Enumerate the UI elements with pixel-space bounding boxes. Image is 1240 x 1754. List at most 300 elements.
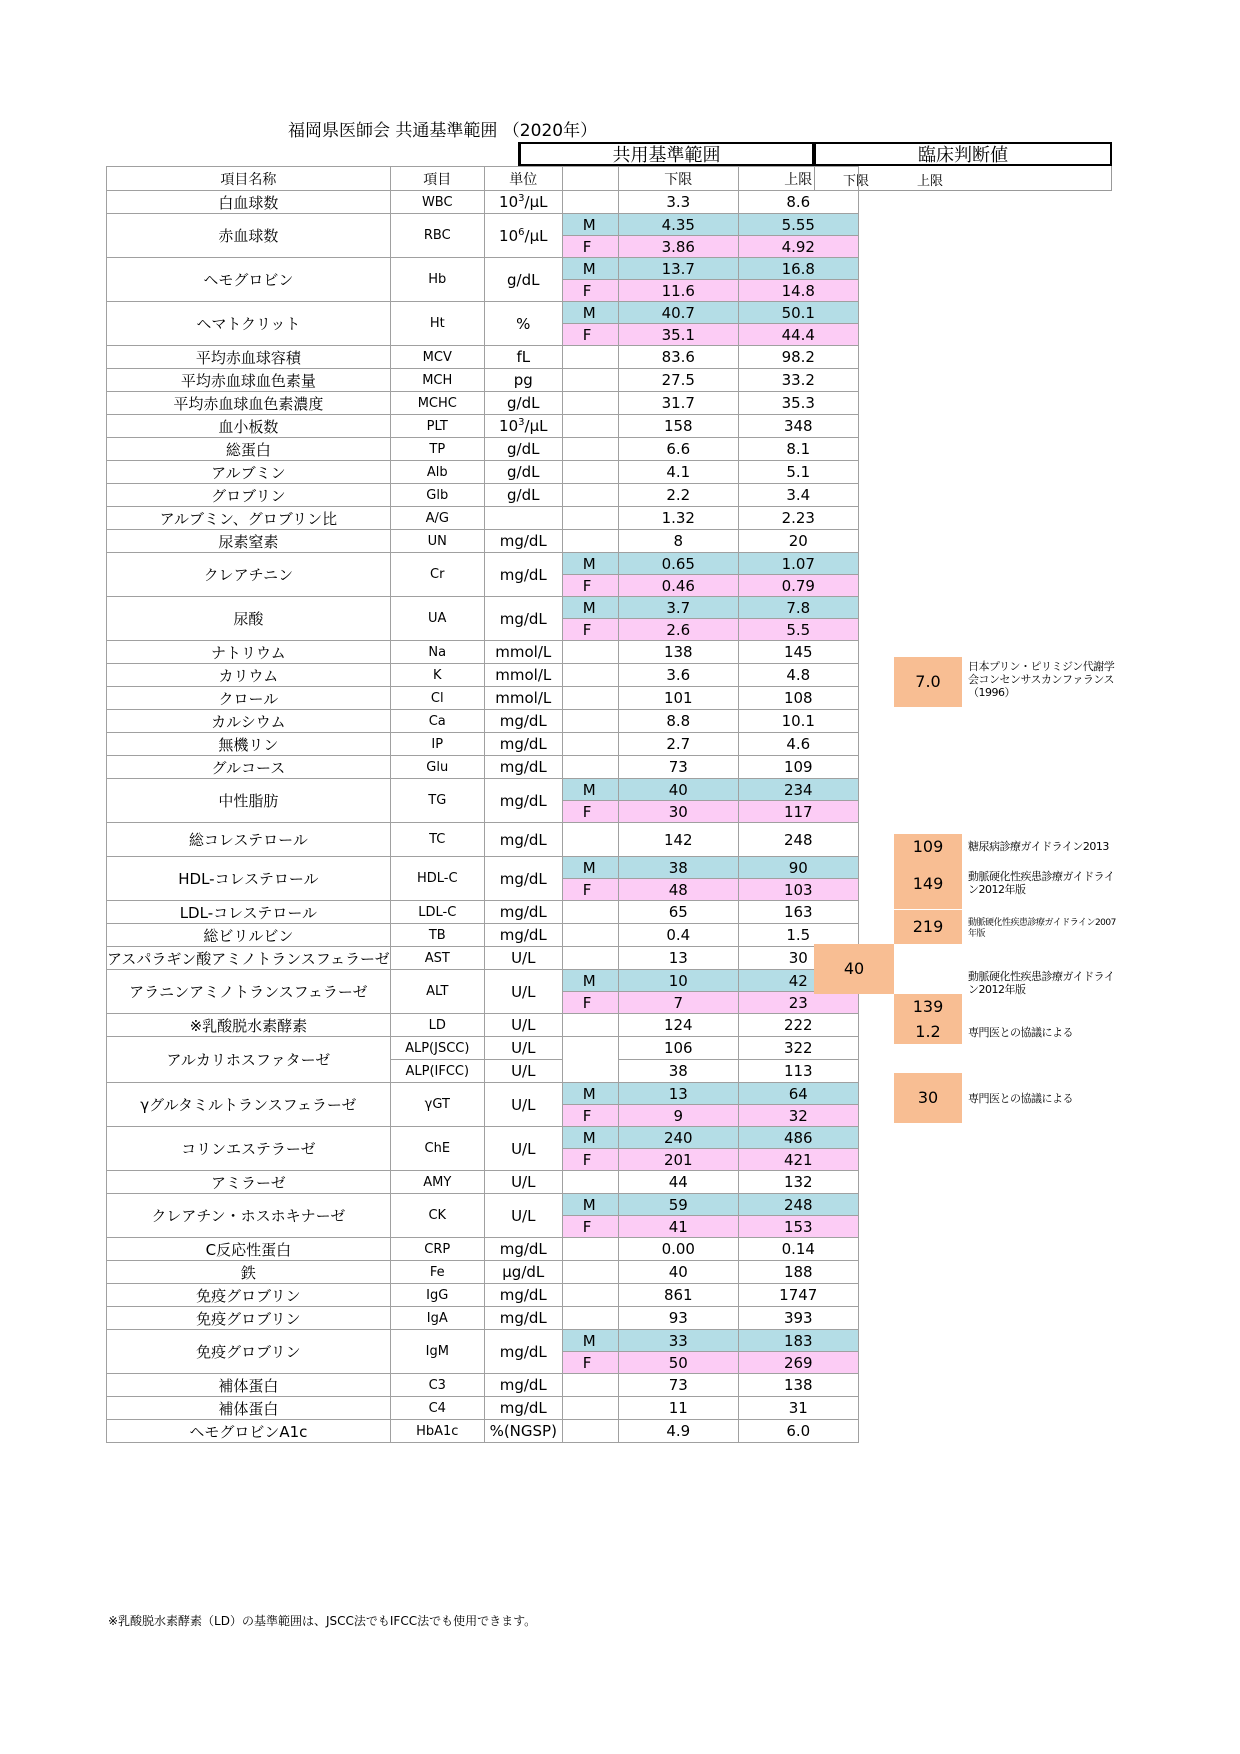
sex-cell (562, 484, 618, 507)
clinical-lower-header: 下限 (843, 174, 870, 189)
sex-cell (562, 530, 618, 553)
item-abbr: MCH (390, 369, 484, 392)
sex-female: F (562, 324, 618, 346)
sex-female: F (562, 619, 618, 641)
clinical-ldl-value: 139 (894, 994, 962, 1019)
sex-cell (562, 641, 618, 664)
common-range-band: 共用基準範囲 (518, 142, 814, 166)
upper-male: 7.8 (738, 597, 858, 619)
lower-value: 2.7 (618, 733, 738, 756)
sex-cell (562, 346, 618, 369)
unit-cell: mg/dL (484, 1307, 562, 1330)
item-name: クレアチン・ホスホキナーゼ (107, 1194, 391, 1238)
upper-value: 1.5 (738, 924, 858, 947)
lower-value: 1.32 (618, 507, 738, 530)
table-row (107, 687, 859, 710)
clinical-tb-value: 1.2 (894, 1019, 962, 1044)
item-name: 補体蛋白 (107, 1374, 391, 1397)
item-abbr: γGT (390, 1083, 484, 1127)
clinical-tg-value: 149 (894, 859, 962, 909)
upper-value: 222 (738, 1014, 858, 1037)
lower-female: 50 (618, 1352, 738, 1374)
table-row (107, 258, 859, 280)
upper-male: 183 (738, 1330, 858, 1352)
table-row (107, 1127, 859, 1149)
lower-value: 101 (618, 687, 738, 710)
sex-female: F (562, 801, 618, 823)
item-name: クロール (107, 687, 391, 710)
sex-male: M (562, 1127, 618, 1149)
sex-male: M (562, 1194, 618, 1216)
sex-cell (562, 710, 618, 733)
item-abbr: Ht (390, 302, 484, 346)
lower-value: 40 (618, 1261, 738, 1284)
lower-female: 9 (618, 1105, 738, 1127)
upper-value: 30 (738, 947, 858, 970)
clinical-hdl-note: 動脈硬化性疾患診療ガイドライン2012年版 (968, 970, 1115, 996)
table-row (107, 779, 859, 801)
lower-value: 65 (618, 901, 738, 924)
lower-value: 3.6 (618, 664, 738, 687)
unit-cell: mg/dL (484, 779, 562, 823)
item-name: アスパラギン酸アミノトランスフェラーゼ (107, 947, 391, 970)
lower-value: 106 (618, 1037, 738, 1060)
sex-female: F (562, 280, 618, 302)
sex-male: M (562, 779, 618, 801)
table-row (107, 597, 859, 619)
item-abbr: Ca (390, 710, 484, 733)
lower-value: 8.8 (618, 710, 738, 733)
unit-cell: mg/dL (484, 733, 562, 756)
sex-male: M (562, 970, 618, 992)
upper-value: 33.2 (738, 369, 858, 392)
sex-cell (562, 1238, 618, 1261)
item-name: ヘマトクリット (107, 302, 391, 346)
unit-cell: $10^3/\mu L$ (484, 415, 562, 438)
unit-cell: mmol/L (484, 641, 562, 664)
clinical-value-band: 臨床判断値 (814, 142, 1112, 166)
item-abbr: PLT (390, 415, 484, 438)
upper-male: 42 (738, 970, 858, 992)
lower-value: 13 (618, 947, 738, 970)
item-abbr: K (390, 664, 484, 687)
lower-male: 33 (618, 1330, 738, 1352)
item-name: 免疫グロブリン (107, 1330, 391, 1374)
table-row (107, 1261, 859, 1284)
table-row (107, 857, 859, 879)
item-abbr: ChE (390, 1127, 484, 1171)
unit-cell: fL (484, 346, 562, 369)
table-row (107, 530, 859, 553)
item-abbr: Alb (390, 461, 484, 484)
item-abbr: TC (390, 823, 484, 857)
clinical-alt-note: 専門医との協議による (968, 1092, 1073, 1105)
item-abbr: A/G (390, 507, 484, 530)
table-row (107, 1374, 859, 1397)
lower-value: 124 (618, 1014, 738, 1037)
table-row (107, 823, 859, 857)
item-name: アルカリホスファターゼ (107, 1037, 391, 1083)
upper-male: 5.55 (738, 214, 858, 236)
item-name: 補体蛋白 (107, 1397, 391, 1420)
lower-value: 4.1 (618, 461, 738, 484)
item-abbr: Cr (390, 553, 484, 597)
table-row (107, 1307, 859, 1330)
header-name: 項目名称 (107, 167, 391, 191)
lower-value: 31.7 (618, 392, 738, 415)
upper-value: 20 (738, 530, 858, 553)
lower-value: 73 (618, 1374, 738, 1397)
item-abbr: WBC (390, 191, 484, 214)
unit-cell: pg (484, 369, 562, 392)
table-row (107, 1083, 859, 1105)
lower-value: 27.5 (618, 369, 738, 392)
table-row (107, 484, 859, 507)
lower-value: 3.3 (618, 191, 738, 214)
lower-male: 240 (618, 1127, 738, 1149)
item-abbr: Na (390, 641, 484, 664)
upper-male: 248 (738, 1194, 858, 1216)
lower-female: 7 (618, 992, 738, 1014)
table-row (107, 1420, 859, 1443)
item-name: ※乳酸脱水素酵素 (107, 1014, 391, 1037)
lower-male: 40 (618, 779, 738, 801)
sex-cell (562, 1261, 618, 1284)
upper-value: 138 (738, 1374, 858, 1397)
unit-cell: g/dL (484, 258, 562, 302)
upper-value: 8.1 (738, 438, 858, 461)
lower-male: 40.7 (618, 302, 738, 324)
sex-cell (562, 1397, 618, 1420)
lower-value: 861 (618, 1284, 738, 1307)
table-row (107, 924, 859, 947)
sex-cell (562, 1374, 618, 1397)
unit-cell: g/dL (484, 484, 562, 507)
sex-cell (562, 664, 618, 687)
sex-cell (562, 369, 618, 392)
table-row (107, 756, 859, 779)
unit-cell: % (484, 302, 562, 346)
table-row (107, 415, 859, 438)
upper-male: 50.1 (738, 302, 858, 324)
upper-female: 153 (738, 1216, 858, 1238)
lower-value: 44 (618, 1171, 738, 1194)
table-row (107, 438, 859, 461)
lower-male: 10 (618, 970, 738, 992)
item-abbr: LDL-C (390, 901, 484, 924)
item-abbr: AST (390, 947, 484, 970)
item-abbr: CRP (390, 1238, 484, 1261)
sex-cell (562, 687, 618, 710)
upper-value: 6.0 (738, 1420, 858, 1443)
lower-female: 48 (618, 879, 738, 901)
unit-cell: mg/dL (484, 1397, 562, 1420)
unit-cell: μg/dL (484, 1261, 562, 1284)
table-row (107, 1014, 859, 1037)
upper-value: 4.8 (738, 664, 858, 687)
upper-value: 393 (738, 1307, 858, 1330)
unit-cell: mmol/L (484, 687, 562, 710)
upper-value: 5.1 (738, 461, 858, 484)
item-name: C反応性蛋白 (107, 1238, 391, 1261)
unit-cell: mg/dL (484, 924, 562, 947)
unit-cell: %(NGSP) (484, 1420, 562, 1443)
unit-cell: mg/dL (484, 756, 562, 779)
item-name: 免疫グロブリン (107, 1307, 391, 1330)
upper-female: 44.4 (738, 324, 858, 346)
table-body (107, 167, 859, 1443)
table-row (107, 1171, 859, 1194)
item-name: 平均赤血球血色素濃度 (107, 392, 391, 415)
document-title: 福岡県医師会 共通基準範囲 （2020年） (288, 121, 598, 141)
sex-cell (562, 415, 618, 438)
lower-female: 30 (618, 801, 738, 823)
upper-value: 348 (738, 415, 858, 438)
reference-range-table (106, 166, 859, 1443)
item-name: ナトリウム (107, 641, 391, 664)
item-name: 平均赤血球容積 (107, 346, 391, 369)
table-row (107, 1330, 859, 1352)
upper-value: 3.4 (738, 484, 858, 507)
item-abbr: UN (390, 530, 484, 553)
item-name: 平均赤血球血色素量 (107, 369, 391, 392)
item-abbr: IgG (390, 1284, 484, 1307)
unit-cell: U/L (484, 1127, 562, 1171)
unit-cell: mg/dL (484, 1284, 562, 1307)
lower-value: 0.4 (618, 924, 738, 947)
item-abbr: Glb (390, 484, 484, 507)
header-lower: 下限 (618, 167, 738, 191)
upper-female: 421 (738, 1149, 858, 1171)
sex-cell (562, 1037, 618, 1083)
clinical-alt-value: 30 (894, 1073, 962, 1123)
lower-value: 83.6 (618, 346, 738, 369)
item-abbr: RBC (390, 214, 484, 258)
unit-cell: g/dL (484, 461, 562, 484)
item-name: グロブリン (107, 484, 391, 507)
item-abbr: UA (390, 597, 484, 641)
lower-value: 4.9 (618, 1420, 738, 1443)
item-abbr: C4 (390, 1397, 484, 1420)
table-row (107, 1037, 859, 1060)
item-name: 中性脂肪 (107, 779, 391, 823)
upper-female: 269 (738, 1352, 858, 1374)
sex-female: F (562, 1105, 618, 1127)
sex-female: F (562, 236, 618, 258)
lower-female: 201 (618, 1149, 738, 1171)
item-abbr: IgM (390, 1330, 484, 1374)
lower-female: 2.6 (618, 619, 738, 641)
item-abbr: IgA (390, 1307, 484, 1330)
unit-cell: mg/dL (484, 597, 562, 641)
table-row (107, 1238, 859, 1261)
upper-value: 4.6 (738, 733, 858, 756)
upper-female: 103 (738, 879, 858, 901)
sex-female: F (562, 575, 618, 597)
item-abbr: MCV (390, 346, 484, 369)
sex-cell (562, 947, 618, 970)
item-name: 免疫グロブリン (107, 1284, 391, 1307)
lower-female: 41 (618, 1216, 738, 1238)
table-row (107, 191, 859, 214)
item-abbr: TG (390, 779, 484, 823)
unit-cell: mg/dL (484, 1330, 562, 1374)
table-row (107, 461, 859, 484)
unit-cell: U/L (484, 947, 562, 970)
item-abbr: Hb (390, 258, 484, 302)
table-row (107, 710, 859, 733)
sex-female: F (562, 992, 618, 1014)
sex-male: M (562, 597, 618, 619)
lower-male: 4.35 (618, 214, 738, 236)
upper-female: 0.79 (738, 575, 858, 597)
lower-female: 3.86 (618, 236, 738, 258)
item-abbr: ALP(JSCC) (390, 1037, 484, 1060)
sex-cell (562, 756, 618, 779)
sex-cell (562, 1307, 618, 1330)
upper-female: 117 (738, 801, 858, 823)
upper-female: 4.92 (738, 236, 858, 258)
item-name: HDL-コレステロール (107, 857, 391, 901)
lower-female: 35.1 (618, 324, 738, 346)
unit-cell: mg/dL (484, 553, 562, 597)
item-name: 総ビリルビン (107, 924, 391, 947)
item-abbr: C3 (390, 1374, 484, 1397)
upper-value: 2.23 (738, 507, 858, 530)
lower-value: 6.6 (618, 438, 738, 461)
item-name: 血小板数 (107, 415, 391, 438)
table-row (107, 553, 859, 575)
table-row (107, 1284, 859, 1307)
lower-value: 158 (618, 415, 738, 438)
lower-value: 38 (618, 1060, 738, 1083)
table-row (107, 392, 859, 415)
lower-male: 0.65 (618, 553, 738, 575)
item-name: 鉄 (107, 1261, 391, 1284)
unit-cell: mg/dL (484, 1374, 562, 1397)
table-row (107, 664, 859, 687)
upper-value: 0.14 (738, 1238, 858, 1261)
item-name: 総コレステロール (107, 823, 391, 857)
unit-cell: U/L (484, 1194, 562, 1238)
item-name: ヘモグロビンA1c (107, 1420, 391, 1443)
table-row (107, 970, 859, 992)
upper-male: 90 (738, 857, 858, 879)
item-abbr: CK (390, 1194, 484, 1238)
lower-female: 11.6 (618, 280, 738, 302)
table-row (107, 641, 859, 664)
item-abbr: Fe (390, 1261, 484, 1284)
sex-cell (562, 461, 618, 484)
unit-cell: mmol/L (484, 664, 562, 687)
table-row (107, 1397, 859, 1420)
unit-cell: U/L (484, 1037, 562, 1060)
upper-female: 23 (738, 992, 858, 1014)
item-abbr: Glu (390, 756, 484, 779)
unit-cell: U/L (484, 1171, 562, 1194)
footnote: ※乳酸脱水素酵素（LD）の基準範囲は、JSCC法でもIFCC法でも使用できます。 (108, 1614, 537, 1628)
sex-female: F (562, 1352, 618, 1374)
unit-cell: U/L (484, 1083, 562, 1127)
sex-cell (562, 823, 618, 857)
item-abbr: ALP(IFCC) (390, 1060, 484, 1083)
table-row (107, 1194, 859, 1216)
item-abbr: TP (390, 438, 484, 461)
item-name: 尿酸 (107, 597, 391, 641)
sex-female: F (562, 1149, 618, 1171)
header-row (107, 167, 859, 191)
upper-male: 16.8 (738, 258, 858, 280)
upper-male: 64 (738, 1083, 858, 1105)
sex-male: M (562, 258, 618, 280)
upper-value: 113 (738, 1060, 858, 1083)
unit-cell: $10^6/\mu L$ (484, 214, 562, 258)
table-row (107, 733, 859, 756)
upper-value: 98.2 (738, 346, 858, 369)
sex-male: M (562, 1083, 618, 1105)
sex-female: F (562, 879, 618, 901)
upper-value: 163 (738, 901, 858, 924)
sex-cell (562, 901, 618, 924)
item-abbr: MCHC (390, 392, 484, 415)
clinical-ua-note: 日本プリン・ピリミジン代謝学会コンセンサスカンファランス（1996） (968, 660, 1115, 699)
table-row (107, 346, 859, 369)
header-unit: 単位 (484, 167, 562, 191)
table-row (107, 369, 859, 392)
item-abbr: Cl (390, 687, 484, 710)
item-abbr: HDL-C (390, 857, 484, 901)
item-abbr: AMY (390, 1171, 484, 1194)
upper-value: 109 (738, 756, 858, 779)
upper-value: 248 (738, 823, 858, 857)
clinical-tg-note: 動脈硬化性疾患診療ガイドライン2012年版 (968, 870, 1115, 896)
table-row (107, 947, 859, 970)
item-name: アルブミン、グロブリン比 (107, 507, 391, 530)
sex-cell (562, 392, 618, 415)
lower-value: 11 (618, 1397, 738, 1420)
sex-cell (562, 438, 618, 461)
unit-cell (484, 507, 562, 530)
upper-value: 188 (738, 1261, 858, 1284)
item-abbr: ALT (390, 970, 484, 1014)
sex-cell (562, 1171, 618, 1194)
sex-cell (562, 1014, 618, 1037)
item-abbr: HbA1c (390, 1420, 484, 1443)
unit-cell: U/L (484, 1014, 562, 1037)
upper-female: 5.5 (738, 619, 858, 641)
clinical-tb-note: 専門医との協議による (968, 1026, 1073, 1039)
upper-value: 31 (738, 1397, 858, 1420)
upper-female: 14.8 (738, 280, 858, 302)
sex-cell (562, 924, 618, 947)
table-row (107, 302, 859, 324)
sex-male: M (562, 857, 618, 879)
item-name: アミラーゼ (107, 1171, 391, 1194)
unit-cell: g/dL (484, 392, 562, 415)
sex-male: M (562, 302, 618, 324)
clinical-ua-value: 7.0 (894, 657, 962, 707)
clinical-glu-note: 糖尿病診療ガイドライン2013 (968, 840, 1109, 853)
sex-female: F (562, 1216, 618, 1238)
lower-value: 0.00 (618, 1238, 738, 1261)
item-name: 白血球数 (107, 191, 391, 214)
header-abbr: 項目 (390, 167, 484, 191)
item-name: カリウム (107, 664, 391, 687)
clinical-upper-header: 上限 (917, 174, 944, 189)
clinical-hdl-value: 40 (814, 944, 894, 994)
item-name: 赤血球数 (107, 214, 391, 258)
item-name: コリンエステラーゼ (107, 1127, 391, 1171)
